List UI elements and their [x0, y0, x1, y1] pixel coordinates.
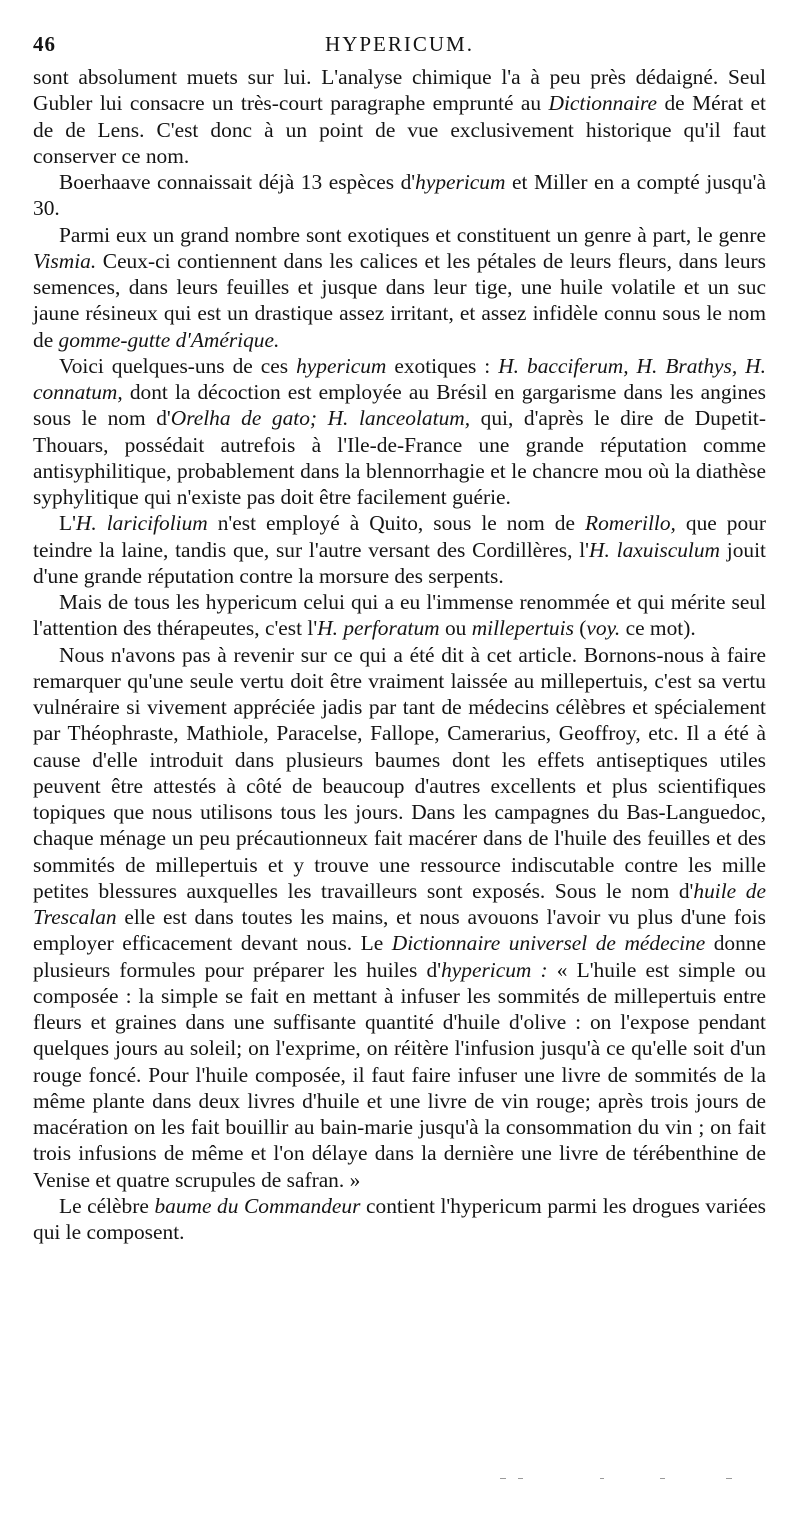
paragraph: [33, 169, 766, 222]
paragraph: [33, 589, 766, 642]
paragraph: [33, 642, 766, 1193]
italic-text: baume du Commandeur: [154, 1193, 361, 1218]
scan-speck: [500, 1478, 506, 1479]
paragraph: [33, 510, 766, 589]
italic-text: huile de Trescalan: [33, 878, 766, 929]
text-run: ce mot).: [620, 616, 696, 641]
page-number: 46: [33, 32, 56, 56]
italic-text: hypericum: [415, 170, 506, 194]
text-run: Parmi eux un grand nombre sont exotiques et constituent un genre à part, le genre: [59, 222, 766, 247]
text-run: dont la décoction est employée au Brésil en gargarisme dans les angines sous le nom d': [33, 380, 766, 431]
scan-speck: [600, 1478, 604, 1479]
italic-text: Orelha de gato; H. lanceolatum,: [170, 406, 471, 431]
italic-text: Romerillo,: [585, 511, 676, 536]
italic-text: H. laricifolium: [75, 511, 208, 536]
text-run: qui, d'après le dire de Dupetit-Thouars, possédait autrefois à l'Ile-de-France une grande réputation comme antisyphilitique, probablement dans la blennorrhagie et le chancre mou où la diathèse syphylitique qui n'existe pas doit être facilement guérie.: [33, 406, 766, 509]
text-run: de Mérat et de de Lens. C'est donc à un point de vue exclusivement historique qu'il faut conserver ce nom.: [33, 91, 766, 168]
text-run: sont absolument muets sur lui. L'analyse chimique l'a à peu près dédaigné. Seul Gubler lui consacre un très-court paragraphe emprunté au: [33, 65, 766, 116]
text-run: exotiques :: [386, 353, 499, 378]
text-run: n'est employé à Quito, sous le nom de: [207, 511, 585, 536]
text-run: donne plusieurs formules pour préparer les huiles d': [33, 931, 766, 982]
text-run: Voici quelques-uns de ces: [59, 353, 297, 378]
italic-text: Dictionnaire universel de médecine: [391, 931, 706, 956]
text-run: « L'huile est simple ou composée : la simple se fait en mettant à infuser les sommités de millepertuis entre fleurs et graines dans une suffisante quantité d'huile d'olive : on l'expose pendant quelques jours au soleil; on l'exprime, on réitère l'infusion jusqu'à ce qu'elle soit d'un rouge foncé. Pour l'huile composée, il faut faire infuser une livre de sommités de la même plante dans deux livres d'huile et une livre de vin rouge; après trois jours de macération on les fait bouillir au bain-marie jusqu'à la consommation du vin ; on fait trois infusions de même et l'on délaye dans la dernière une livre de térébenthine de Venise et quatre scrupules de safran. »: [33, 957, 766, 1192]
scan-speck: [660, 1478, 665, 1479]
text-run: ou: [439, 616, 472, 641]
text-run: et Miller en a compté jusqu'à 30.: [33, 170, 766, 221]
text-run: Ceux-ci contiennent dans les calices et les pétales de leurs fleurs, dans leurs semences, dans leurs feuilles et jusque dans leur tige, une huile volatile et un suc jaune résineux qui est un drastique assez irritant, et assez infidèle connu sous le nom de: [33, 248, 766, 352]
body-text: [33, 64, 766, 1245]
page-header: [33, 24, 766, 64]
italic-text: hypericum: [296, 353, 387, 378]
scan-speck: [518, 1478, 523, 1479]
italic-text: H. laxuisculum: [589, 537, 720, 562]
text-run: Le célèbre: [59, 1193, 155, 1218]
document-page: [33, 24, 766, 1245]
text-run: Mais de tous les hypericum celui qui a eu l'immense renommée et qui mérite seul l'attention des thérapeutes, c'est l': [33, 590, 766, 641]
paragraph: [33, 1193, 766, 1246]
paragraph: [33, 353, 766, 511]
text-run: Boerhaave connaissait déjà 13 espèces d': [59, 170, 416, 194]
text-run: L': [59, 511, 76, 536]
text-run: Nous n'avons pas à revenir sur ce qui a été dit à cet article. Bornons-nous à faire remarquer qu'une seule vertu doit être vraiment laissée au millepertuis, c'est sa vertu vulnéraire si vivement appréciée jadis par tant de médecins célèbres et spécialement par Théophraste, Mathiole, Paracelse, Fallope, Camerarius, Geoffroy, etc. Il a été à cause d'elle introduit dans plusieurs baumes dont les effets antiseptiques utiles peuvent être attestés à côté de beaucoup d'autres excellents et plus scientifiques topiques que nous utilisons tous les jours. Dans les campagnes du Bas-Languedoc, chaque ménage un peu précautionneux fait macérer dans de l'huile des feuilles et des sommités de millepertuis et y trouve une ressource indiscutable contre les mille petites blessures auxquelles les travailleurs sont exposés. Sous le nom d': [33, 642, 766, 903]
italic-text: voy.: [586, 616, 621, 641]
text-run: contient l'hypericum parmi les drogues variées qui le composent.: [33, 1193, 766, 1244]
italic-text: gomme-gutte d'Amérique.: [58, 327, 280, 352]
italic-text: H. perforatum: [317, 616, 440, 641]
text-run: elle est dans toutes les mains, et nous avouons l'avoir vu plus d'une fois employer efficacement devant nous. Le: [33, 905, 766, 956]
text-run: (: [573, 616, 587, 641]
italic-text: hypericum :: [441, 957, 548, 982]
italic-text: Vismia.: [33, 248, 97, 273]
text-run: jouit d'une grande réputation contre la morsure des serpents.: [33, 537, 766, 588]
scan-specks: [500, 1478, 740, 1482]
paragraph: [33, 64, 766, 169]
running-head: HYPERICUM.: [325, 32, 474, 56]
paragraph: [33, 222, 766, 353]
italic-text: Dictionnaire: [548, 91, 658, 116]
text-run: que pour teindre la laine, tandis que, sur l'autre versant des Cordillères, l': [33, 511, 767, 562]
scan-speck: [726, 1478, 732, 1479]
italic-text: H. bacciferum, H. Brathys, H. connatum,: [33, 353, 766, 404]
italic-text: millepertuis: [471, 616, 574, 641]
